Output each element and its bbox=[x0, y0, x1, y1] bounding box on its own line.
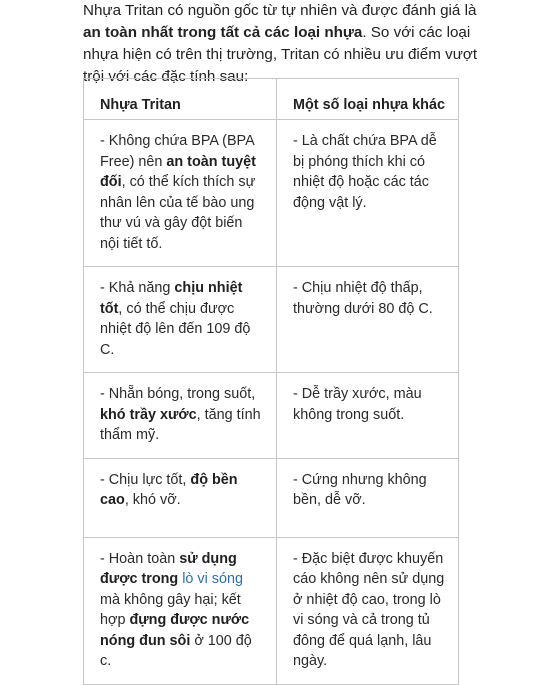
cell-other: - Là chất chứa BPA dễ bị phóng thích khi có nhiệt độ hoặc các tác động vật lý. bbox=[277, 120, 459, 267]
header-other-plastics: Một số loại nhựa khác bbox=[277, 79, 459, 120]
cell-text: - Khả năng bbox=[100, 280, 175, 296]
comparison-table bbox=[83, 78, 459, 685]
microwave-link[interactable]: lò vi sóng bbox=[182, 571, 244, 587]
cell-other: - Dễ trầy xước, màu không trong suốt. bbox=[277, 373, 459, 459]
cell-bold: sử dụng được trong bbox=[100, 550, 237, 587]
cell-other: - Chịu nhiệt độ thấp, thường dưới 80 độ C. bbox=[277, 267, 459, 373]
cell-text: ở 100 độ c. bbox=[100, 632, 252, 669]
cell-bold: khó trầy xước bbox=[100, 406, 197, 423]
table-row bbox=[84, 537, 459, 684]
cell-tritan bbox=[84, 267, 277, 373]
cell-text: , có thể kích thích sự nhân lên của tế bào ung thư vú và gây đột biến nội tiết tố. bbox=[100, 174, 256, 252]
cell-text: mà không gây hại; kết hợp bbox=[100, 591, 241, 628]
cell-text: , khó vỡ. bbox=[124, 492, 181, 508]
intro-bold-1: an toàn nhất trong tất cả các loại nhựa bbox=[83, 24, 363, 41]
cell-text: - Chịu lực tốt, bbox=[100, 471, 191, 488]
cell-tritan bbox=[84, 373, 277, 459]
cell-text: , tăng tính thẩm mỹ. bbox=[100, 406, 261, 443]
table-row bbox=[84, 458, 459, 537]
cell-other: - Cứng nhưng không bền, dễ vỡ. bbox=[277, 458, 459, 537]
table-header-row bbox=[84, 79, 459, 120]
cell-bold: an toàn tuyệt đối bbox=[100, 153, 256, 190]
cell-bold: độ bền cao bbox=[100, 471, 238, 508]
table-row bbox=[84, 373, 459, 459]
cell-other: - Đặc biệt được khuyến cáo không nên sử dụng ở nhiệt độ cao, trong lò vi sóng và cả trong tủ đông để quá lạnh, lâu ngày. bbox=[277, 537, 459, 684]
intro-text-1: Nhựa Tritan có nguồn gốc từ tự nhiên và được đánh giá là bbox=[83, 2, 477, 19]
table-row bbox=[84, 120, 459, 267]
header-tritan: Nhựa Tritan bbox=[84, 79, 277, 120]
cell-text: - Hoàn toàn bbox=[100, 550, 180, 567]
cell-text: , có thể chịu được nhiệt độ lên đến 109 độ C. bbox=[100, 300, 251, 358]
cell-text: - Nhẵn bóng, trong suốt, bbox=[100, 386, 256, 402]
cell-bold: chịu nhiệt tốt bbox=[100, 280, 243, 317]
cell-tritan bbox=[84, 537, 277, 684]
cell-tritan bbox=[84, 458, 277, 537]
intro-paragraph bbox=[83, 0, 483, 88]
cell-tritan bbox=[84, 120, 277, 267]
intro-text-2: . So với các loại nhựa hiện có trên thị trường, Tritan có nhiều ưu điểm vượt trội với các đặc tính sau: bbox=[83, 24, 478, 85]
cell-bold: đựng được nước nóng đun sôi bbox=[100, 612, 250, 649]
cell-text: - Không chứa BPA (BPA Free) nên bbox=[100, 133, 254, 170]
table-row bbox=[84, 267, 459, 373]
